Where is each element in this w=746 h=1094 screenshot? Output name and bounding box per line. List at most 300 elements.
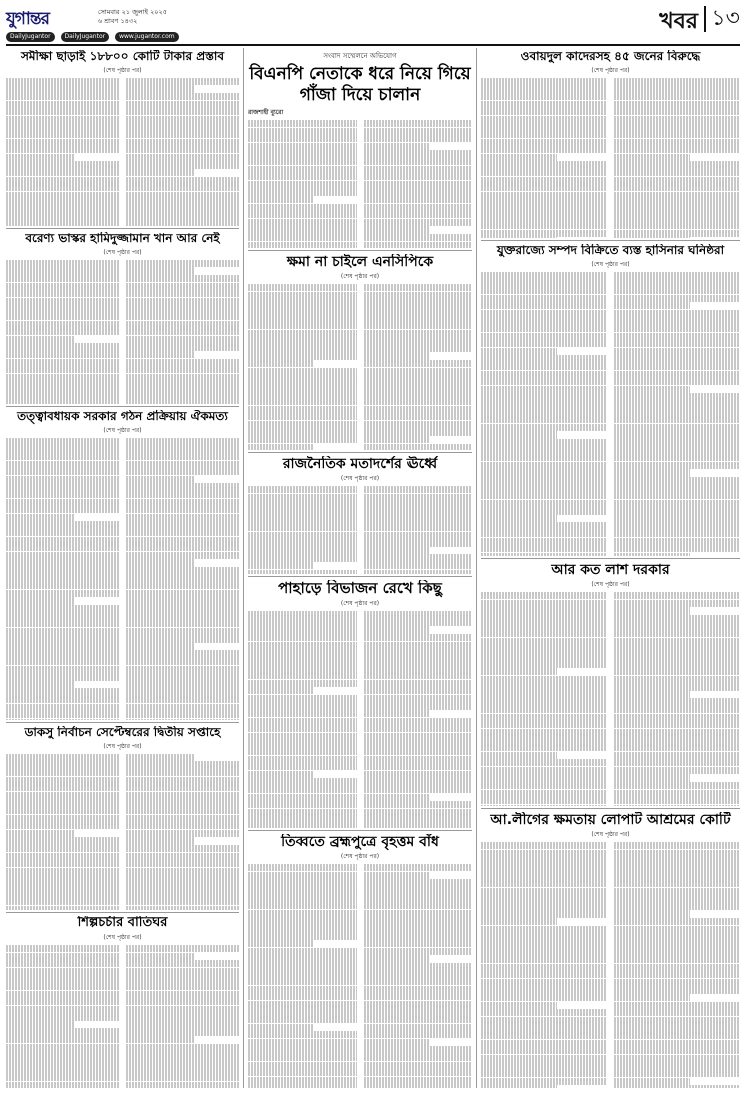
text-line <box>481 1070 607 1077</box>
text-line <box>6 711 119 718</box>
text-line <box>614 865 740 872</box>
text-line <box>248 940 313 947</box>
text-line <box>126 1028 239 1035</box>
text-line <box>364 204 473 211</box>
text-line <box>248 181 357 188</box>
text-line <box>6 544 119 551</box>
text-line <box>6 837 119 844</box>
text-line <box>614 101 740 108</box>
text-line <box>126 807 239 814</box>
text-line <box>614 691 690 698</box>
text-line <box>6 635 119 642</box>
text-line <box>614 767 740 774</box>
text-line <box>364 611 473 618</box>
text-line <box>126 1021 239 1028</box>
text-line <box>248 986 357 993</box>
text-line <box>364 657 473 664</box>
text-line <box>614 1062 740 1069</box>
text-line <box>364 763 473 770</box>
article-headline[interactable]: পাহাড়ে বিভাজন রেখে কিছু <box>278 580 442 597</box>
text-line <box>248 1016 357 1023</box>
text-line <box>614 522 740 529</box>
text-line <box>248 824 357 828</box>
text-line <box>126 359 239 366</box>
text-line <box>126 491 239 498</box>
text-line <box>364 948 473 955</box>
text-line <box>364 710 429 717</box>
text-line <box>126 1036 194 1043</box>
website-link[interactable]: www.jugantor.com <box>115 32 179 42</box>
masthead <box>6 6 740 44</box>
text-line <box>126 192 239 199</box>
text-line <box>248 562 313 569</box>
text-line <box>481 530 607 537</box>
text-line <box>364 879 473 886</box>
text-line <box>481 484 607 491</box>
text-line <box>364 702 473 709</box>
text-line <box>614 714 740 721</box>
text-line <box>6 184 119 191</box>
text-line <box>126 658 239 665</box>
text-line <box>364 234 473 241</box>
text-line <box>248 887 357 894</box>
text-line <box>364 978 473 985</box>
text-line <box>364 196 473 203</box>
text-line <box>248 1024 313 1031</box>
text-line <box>126 830 239 837</box>
page-number: ১৩ <box>704 6 740 32</box>
text-line <box>126 468 239 475</box>
article-headline[interactable]: আর কত লাশ দরকার <box>551 562 670 578</box>
text-line <box>6 975 119 982</box>
text-line <box>364 1077 473 1084</box>
byline: রাজশাহী ব্যুরো <box>248 109 284 116</box>
text-line <box>364 809 473 816</box>
text-line <box>126 146 239 153</box>
text-line <box>614 355 740 362</box>
text-line <box>364 360 473 367</box>
text-line <box>614 131 740 138</box>
text-line <box>364 428 473 435</box>
text-line <box>248 932 357 939</box>
text-line <box>126 298 239 305</box>
text-line <box>614 736 740 743</box>
text-line <box>481 85 607 92</box>
text-line <box>6 784 119 791</box>
text-line <box>6 998 119 1005</box>
article-headline[interactable]: রাজনৈতিক মতাদর্শের ঊর্ধ্বে <box>282 456 438 472</box>
text-line <box>6 666 119 673</box>
continuation-note: (শেষ পৃষ্ঠার পর) <box>340 475 380 483</box>
text-line <box>614 607 690 614</box>
text-line <box>481 553 607 556</box>
text-line <box>248 226 357 233</box>
continuation-note: (শেষ পৃষ্ঠার পর) <box>103 66 142 74</box>
text-line <box>614 660 740 667</box>
text-line <box>614 93 740 100</box>
text-line <box>481 378 607 385</box>
text-line <box>6 754 119 761</box>
text-line <box>6 620 119 627</box>
text-line <box>6 777 119 784</box>
text-line <box>6 351 119 358</box>
text-line <box>481 522 607 529</box>
text-line <box>614 880 740 887</box>
article-body <box>481 592 740 806</box>
article-divider <box>248 452 472 453</box>
text-line <box>364 322 473 329</box>
text-line <box>126 822 239 829</box>
text-line <box>248 211 357 218</box>
text-line <box>126 78 239 85</box>
text-line <box>364 539 473 546</box>
text-line <box>248 299 357 306</box>
text-line <box>126 514 239 521</box>
text-line <box>126 1044 239 1051</box>
text-line <box>364 910 473 917</box>
text-line <box>6 945 119 952</box>
text-line <box>364 970 473 977</box>
text-line <box>481 78 607 85</box>
text-line <box>6 438 119 445</box>
twitter-link[interactable]: DailyJugantor <box>61 32 110 42</box>
text-line <box>248 970 357 977</box>
continuation-note: (শেষ পৃষ্ঠার পর) <box>591 581 630 589</box>
text-line <box>481 691 607 698</box>
text-line <box>6 605 119 612</box>
text-line <box>481 964 607 971</box>
text-line <box>614 797 740 804</box>
text-line <box>364 894 473 901</box>
text-line <box>6 85 119 92</box>
text-line <box>126 1074 239 1081</box>
text-line <box>126 666 239 673</box>
article-divider <box>481 808 740 809</box>
text-line <box>481 123 607 130</box>
text-line <box>6 719 119 720</box>
text-line <box>364 932 473 939</box>
text-line <box>6 567 119 574</box>
text-line <box>364 390 473 397</box>
text-line <box>614 872 740 879</box>
text-line <box>6 1051 119 1058</box>
article-headline[interactable]: আ.লীগের ক্ষমতায় লোপাট আশ্রমের কোটি <box>490 812 731 828</box>
text-line <box>6 483 119 490</box>
article-headline[interactable]: ক্ষমা না চাইলে এনসিপিকে <box>286 254 434 270</box>
article-block <box>248 50 472 248</box>
text-line <box>614 1070 740 1077</box>
article-headline[interactable]: শিল্পচর্চার বাতিঘর <box>77 916 168 930</box>
text-line <box>614 1024 740 1031</box>
text-line <box>126 719 239 720</box>
text-line <box>364 284 473 291</box>
text-line <box>614 139 740 146</box>
article-headline[interactable]: বরেণ্য ভাস্কর হামিদুজ্জামান খান আর নেই <box>25 232 220 245</box>
text-line <box>126 761 239 768</box>
article-block <box>6 50 239 226</box>
text-line <box>614 1032 740 1039</box>
text-line <box>126 991 239 998</box>
text-line <box>481 926 607 933</box>
text-line <box>481 462 607 469</box>
text-line <box>6 1028 119 1035</box>
text-line <box>364 1008 473 1015</box>
text-line <box>481 880 607 887</box>
text-line <box>364 619 473 626</box>
article-body <box>6 78 239 226</box>
text-line <box>614 192 740 199</box>
text-line <box>126 815 239 822</box>
text-line <box>364 794 429 801</box>
text-line <box>364 337 473 344</box>
text-line <box>364 570 473 574</box>
text-line <box>6 658 119 665</box>
text-line <box>248 570 357 574</box>
text-line <box>248 196 313 203</box>
text-line <box>614 638 740 645</box>
text-line <box>614 774 690 781</box>
text-line <box>614 630 740 637</box>
text-line <box>6 574 119 581</box>
text-line <box>364 524 473 531</box>
text-line <box>126 975 239 982</box>
text-line <box>6 1021 74 1028</box>
text-line <box>364 307 473 314</box>
text-line <box>126 1006 239 1013</box>
text-line <box>248 626 357 633</box>
text-line <box>6 374 119 381</box>
text-line <box>126 1082 239 1088</box>
text-line <box>126 552 239 559</box>
text-line <box>126 567 239 574</box>
text-line <box>364 872 429 879</box>
text-line <box>6 537 119 544</box>
text-line <box>6 267 119 274</box>
section-name: খবর <box>659 9 698 34</box>
text-line <box>6 822 119 829</box>
text-line <box>364 383 473 390</box>
text-line <box>364 771 473 778</box>
text-line <box>364 864 473 871</box>
text-line <box>6 612 119 619</box>
article-headline[interactable]: বিএনপি নেতাকে ধরে নিয়ে গিয়ে গাঁজা দিয়ে চালান <box>249 64 471 105</box>
text-line <box>364 292 473 299</box>
text-line <box>126 875 239 882</box>
text-line <box>481 865 607 872</box>
text-line <box>248 436 357 443</box>
text-line <box>614 85 740 92</box>
text-line <box>248 337 357 344</box>
article-headline[interactable]: ওবায়দুল কাদেরসহ ৪৫ জনের বিরুদ্ধে <box>520 50 701 63</box>
text-line <box>614 161 740 168</box>
text-line <box>126 396 239 403</box>
text-line <box>6 275 119 282</box>
text-line <box>364 173 473 180</box>
text-line <box>126 161 239 168</box>
text-line <box>364 345 473 352</box>
text-line <box>481 386 607 393</box>
text-line <box>614 1085 740 1088</box>
article-divider <box>248 250 472 251</box>
text-line <box>6 1006 119 1013</box>
text-line <box>481 454 607 461</box>
text-line <box>126 681 239 688</box>
text-line <box>481 101 607 108</box>
text-line <box>481 469 607 476</box>
text-line <box>481 93 607 100</box>
article-headline[interactable]: তত্ত্বাবধায়ক সরকার গঠন প্রক্রিয়ায় ঐকমত্য <box>17 410 228 423</box>
text-line <box>6 199 119 206</box>
text-line <box>364 299 473 306</box>
text-line <box>248 219 357 226</box>
text-line <box>126 290 239 297</box>
text-line <box>364 494 473 501</box>
text-line <box>248 150 357 157</box>
text-line <box>6 506 119 513</box>
text-line <box>364 1054 473 1061</box>
text-line <box>6 688 119 695</box>
text-line <box>126 754 194 761</box>
text-line <box>481 154 557 161</box>
text-line <box>614 683 740 690</box>
text-line <box>248 1046 357 1053</box>
text-line <box>481 698 607 705</box>
text-line <box>481 918 557 925</box>
text-line <box>6 161 119 168</box>
text-line <box>248 1069 357 1076</box>
column-divider <box>476 48 477 1088</box>
text-line <box>126 321 239 328</box>
text-line <box>364 1024 473 1031</box>
article-headline[interactable]: ডাকসু নির্বাচন সেপ্টেম্বরের দ্বিতীয় সপ্তাহে <box>24 726 221 739</box>
article-headline[interactable]: তিব্বতে ব্রহ্মপুত্রে বৃহত্তম বাঁধ <box>281 834 439 850</box>
text-line <box>6 552 119 559</box>
text-line <box>481 161 607 168</box>
text-line <box>481 302 607 309</box>
text-line <box>248 948 357 955</box>
text-line <box>364 562 473 569</box>
continuation-note: (শেষ পৃষ্ঠার পর) <box>103 933 142 941</box>
text-line <box>364 444 473 450</box>
text-line <box>126 506 239 513</box>
text-line <box>6 991 119 998</box>
text-line <box>248 368 357 375</box>
text-line <box>248 314 357 321</box>
text-line <box>248 718 357 725</box>
text-line <box>248 330 357 337</box>
text-line <box>364 748 473 755</box>
article-block <box>248 456 472 574</box>
text-line <box>126 906 239 910</box>
text-line <box>481 545 607 552</box>
text-line <box>248 710 357 717</box>
text-line <box>481 146 607 153</box>
text-line <box>481 782 607 789</box>
article-headline[interactable]: সমীক্ষা ছাড়াই ১৮৮০০ কোটি টাকার প্রস্তাব <box>20 50 225 63</box>
text-line <box>481 645 607 652</box>
text-line <box>126 483 239 490</box>
text-line <box>126 1013 239 1020</box>
text-line <box>248 242 357 249</box>
text-line <box>481 979 607 986</box>
text-line <box>364 509 473 516</box>
text-line <box>248 778 357 785</box>
text-line <box>126 945 239 952</box>
text-line <box>481 872 607 879</box>
text-line <box>364 375 473 382</box>
text-line <box>126 799 239 806</box>
text-line <box>248 1077 357 1084</box>
text-line <box>481 857 607 864</box>
text-line <box>6 968 119 975</box>
text-line <box>126 544 239 551</box>
text-line <box>481 797 607 804</box>
article-divider <box>248 830 472 831</box>
text-line <box>248 925 357 932</box>
text-line <box>364 993 473 1000</box>
facebook-link[interactable]: DailyJugantor <box>6 32 55 42</box>
text-line <box>614 507 740 514</box>
text-line <box>126 620 239 627</box>
text-line <box>248 398 357 405</box>
text-line <box>481 638 607 645</box>
text-line <box>248 672 357 679</box>
date-bengali: ৬ শ্রাবণ ১৪৩২ <box>98 17 138 25</box>
text-line <box>364 642 473 649</box>
text-line <box>126 983 239 990</box>
text-line <box>364 1062 473 1069</box>
text-line <box>614 1002 740 1009</box>
text-line <box>6 298 119 305</box>
text-line <box>248 902 357 909</box>
text-line <box>248 917 357 924</box>
text-line <box>126 868 239 875</box>
text-line <box>126 275 239 282</box>
text-line <box>481 607 607 614</box>
text-line <box>481 515 557 522</box>
text-line <box>126 499 239 506</box>
text-line <box>614 530 740 537</box>
text-line <box>364 887 473 894</box>
text-line <box>6 154 74 161</box>
text-line <box>481 237 557 238</box>
text-line <box>364 664 473 671</box>
text-line <box>614 214 740 221</box>
text-line <box>614 759 740 766</box>
text-line <box>481 660 607 667</box>
text-line <box>364 188 473 195</box>
text-line <box>614 941 740 948</box>
text-line <box>614 729 740 736</box>
article-headline[interactable]: যুক্তরাজ্যে সম্পদ বিক্রিতে ব্যস্ত হাসিনার ঘনিষ্ঠরা <box>496 244 725 257</box>
text-line <box>126 704 239 711</box>
text-line <box>481 941 607 948</box>
text-line <box>614 439 740 446</box>
text-line <box>6 960 119 967</box>
text-line <box>614 462 740 469</box>
text-line <box>126 650 239 657</box>
text-line <box>126 769 239 776</box>
text-line <box>126 445 239 452</box>
text-line <box>614 177 740 184</box>
text-line <box>614 454 740 461</box>
article-topic: সংবাদ সম্মেলনে অভিযোগ <box>323 52 397 60</box>
text-line <box>6 139 119 146</box>
text-line <box>248 725 357 732</box>
text-line <box>614 600 740 607</box>
text-line <box>6 313 119 320</box>
text-line <box>614 333 740 340</box>
